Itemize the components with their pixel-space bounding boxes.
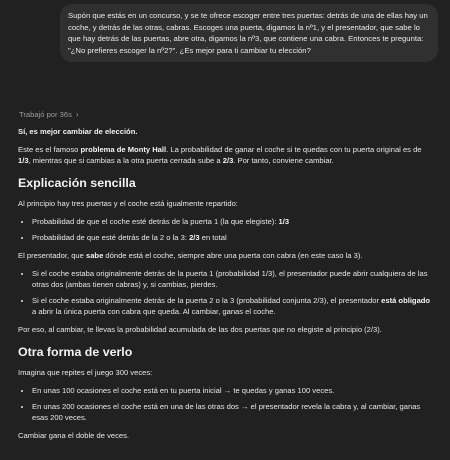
paragraph: Imagina que repites el juego 300 veces:	[18, 368, 153, 378]
chevron-right-icon: ›	[75, 110, 79, 119]
list-item: • Probabilidad de que esté detrás de la 2 o la 3: 2/3 en total	[32, 232, 433, 243]
bullet-list	[18, 216, 433, 243]
list-item: • Probabilidad de que el coche esté detrás de la puerta 1 (la que elegiste): 1/3	[32, 216, 433, 227]
thought-toggle[interactable]	[19, 109, 79, 121]
bullet-list	[18, 385, 433, 423]
answer-lead: Sí, es mejor cambiar de elección.	[18, 127, 138, 136]
paragraph: Por eso, al cambiar, te llevas la probabilidad acumulada de las dos puertas que no elegiste al principio (2/3).	[18, 325, 382, 335]
user-message-bubble	[60, 4, 438, 62]
user-message-text: Supón que estás en un concurso, y se te ofrece escoger entre tres puertas: detrás de una de ellas hay un coche, y detrás de las otras, cabras. Escoges una puerta, digamos la nº1, y el presentador, que sabe lo que hay detrás de las puertas, abre otra, digamos la nº3, que contiene una cabra. Entonces te pregunta: "¿No prefieres escoger la nº2?". ¿Es mejor para ti cambiar tu elección?	[68, 11, 428, 55]
list-item: • En unas 100 ocasiones el coche está en tu puerta inicial → te quedas y ganas 100 veces.	[32, 385, 433, 396]
section-heading: Otra forma de verlo	[18, 345, 133, 360]
paragraph: Al principio hay tres puertas y el coche está igualmente repartido:	[18, 199, 238, 209]
answer-intro: Este es el famoso problema de Monty Hall. La probabilidad de ganar el coche si te quedas con tu puerta original es de 1/3, mientras que si cambias a la otra puerta cerrada sube a 2/3. Por tanto, conviene cambiar.	[18, 145, 422, 165]
paragraph: Cambiar gana el doble de veces.	[18, 431, 130, 441]
bullet-list	[18, 268, 433, 317]
list-item: • En unas 200 ocasiones el coche está en una de las otras dos → el presentador revela la cabra y, al cambiar, ganas esas 200 veces.	[32, 401, 433, 423]
thought-label: Trabajó por 36s	[19, 110, 72, 120]
list-item: • Si el coche estaba originalmente detrás de la puerta 1 (probabilidad 1/3), el presentador puede abrir cualquiera de las otras dos (ambas tienen cabras) y, si cambias, pierdes.	[32, 268, 433, 290]
assistant-answer	[18, 124, 433, 448]
list-item: • Si el coche estaba originalmente detrás de la puerta 2 o la 3 (probabilidad conjunta 2/3), el presentador está obligado a abrir la única puerta con cabra que queda. Al cambiar, ganas el coche.	[32, 295, 433, 317]
paragraph: El presentador, que sabe dónde está el coche, siempre abre una puerta con cabra (en este caso la 3).	[18, 251, 363, 261]
section-heading: Explicación sencilla	[18, 176, 136, 190]
